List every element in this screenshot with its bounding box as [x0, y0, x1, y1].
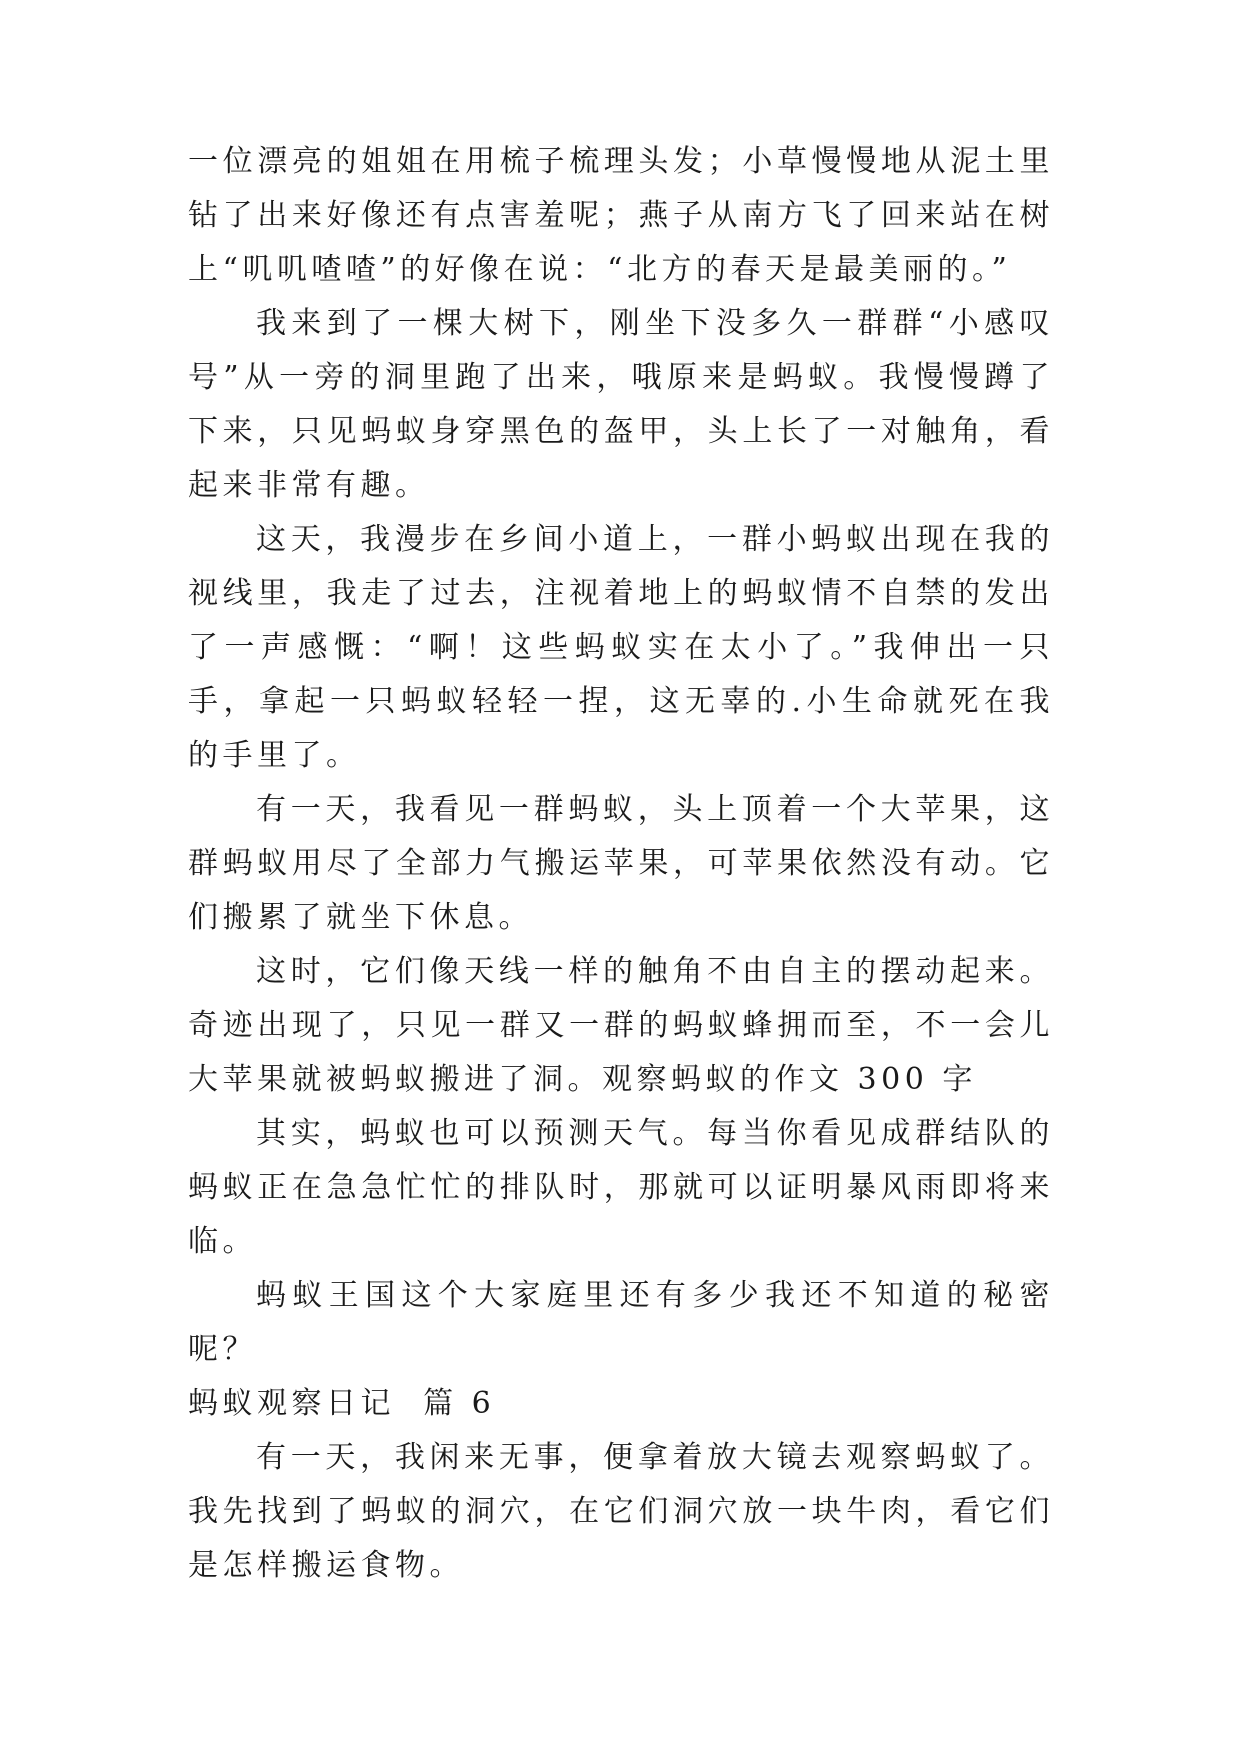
paragraph-6: 其实，蚂蚁也可以预测天气。每当你看见成群结队的蚂蚁正在急急忙忙的排队时，那就可以证明暴风雨即将来临。: [188, 1116, 1054, 1259]
paragraph-7: 蚂蚁王国这个大家庭里还有多少我还不知道的秘密呢？: [188, 1278, 1054, 1367]
paragraph-4: 有一天，我看见一群蚂蚁，头上顶着一个大苹果，这群蚂蚁用尽了全部力气搬运苹果，可苹果依然没有动。它们搬累了就坐下休息。: [188, 792, 1054, 935]
paragraph-1: 一位漂亮的姐姐在用梳子梳理头发；小草慢慢地从泥土里钻了出来好像还有点害羞呢；燕子从南方飞了回来站在树上“叽叽喳喳”的好像在说：“北方的春天是最美丽的。”: [188, 144, 1054, 287]
paragraph-2: 我来到了一棵大树下，刚坐下没多久一群群“小感叹号”从一旁的洞里跑了出来，哦原来是蚂蚁。我慢慢蹲了下来，只见蚂蚁身穿黑色的盔甲，头上长了一对触角，看起来非常有趣。: [188, 306, 1054, 503]
document-body: [188, 135, 1054, 1593]
paragraph-3: 这天，我漫步在乡间小道上，一群小蚂蚁出现在我的视线里，我走了过去，注视着地上的蚂蚁情不自禁的发出了一声感慨：“啊！这些蚂蚁实在太小了。”我伸出一只手，拿起一只蚂蚁轻轻一捏，这无辜的.小生命就死在我的手里了。: [188, 522, 1054, 773]
section-heading: 蚂蚁观察日记 篇 6: [188, 1386, 496, 1421]
paragraph-8: 有一天，我闲来无事，便拿着放大镜去观察蚂蚁了。我先找到了蚂蚁的洞穴，在它们洞穴放一块牛肉，看它们是怎样搬运食物。: [188, 1440, 1054, 1583]
paragraph-5: 这时，它们像天线一样的触角不由自主的摆动起来。奇迹出现了，只见一群又一群的蚂蚁蜂拥而至，不一会儿大苹果就被蚂蚁搬进了洞。观察蚂蚁的作文 300 字: [188, 954, 1054, 1097]
